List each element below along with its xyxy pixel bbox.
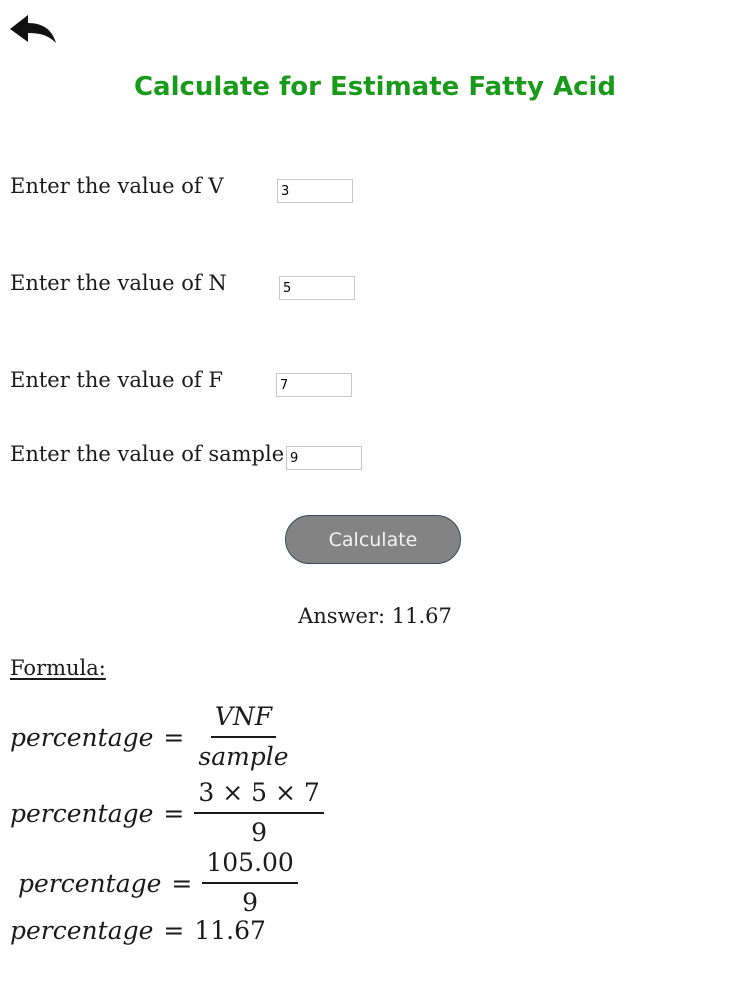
label-v: Enter the value of V — [10, 174, 224, 198]
calculate-button[interactable]: Calculate — [285, 515, 461, 564]
formula-lhs: percentage — [10, 798, 154, 828]
fraction-numerator: 3 × 5 × 7 — [194, 776, 323, 814]
label-sample: Enter the value of sample — [10, 442, 285, 466]
fraction-numerator: VNF — [211, 700, 276, 738]
formula-lhs: percentage — [10, 916, 154, 945]
fraction — [194, 700, 292, 774]
formula-line-3 — [18, 846, 298, 920]
fraction-numerator: 105.00 — [202, 846, 297, 884]
equals-sign: = — [163, 722, 185, 752]
formula-lhs: percentage — [18, 868, 162, 898]
page-title: Calculate for Estimate Fatty Acid — [133, 72, 617, 102]
fraction-denominator: 9 — [242, 888, 259, 917]
answer-text: Answer: 11.67 — [298, 604, 452, 628]
equals-sign: = — [163, 916, 185, 945]
equals-sign: = — [163, 798, 185, 828]
input-n[interactable] — [279, 276, 355, 300]
formula-line-4 — [10, 916, 266, 945]
fraction-denominator: 9 — [251, 818, 268, 847]
fraction-denominator: sample — [198, 742, 289, 771]
label-f: Enter the value of F — [10, 368, 223, 392]
formula-line-1 — [10, 700, 293, 774]
fraction — [194, 776, 323, 850]
equals-sign: = — [171, 868, 193, 898]
formula-heading: Formula: — [10, 656, 106, 680]
fraction — [202, 846, 297, 920]
label-n: Enter the value of N — [10, 271, 227, 295]
formula-lhs: percentage — [10, 722, 154, 752]
formula-line-2 — [10, 776, 324, 850]
input-f[interactable] — [276, 373, 352, 397]
input-sample[interactable] — [286, 446, 362, 470]
back-arrow-icon — [6, 12, 60, 48]
input-v[interactable] — [277, 179, 353, 203]
back-button[interactable] — [6, 12, 60, 48]
formula-result: 11.67 — [194, 916, 266, 945]
